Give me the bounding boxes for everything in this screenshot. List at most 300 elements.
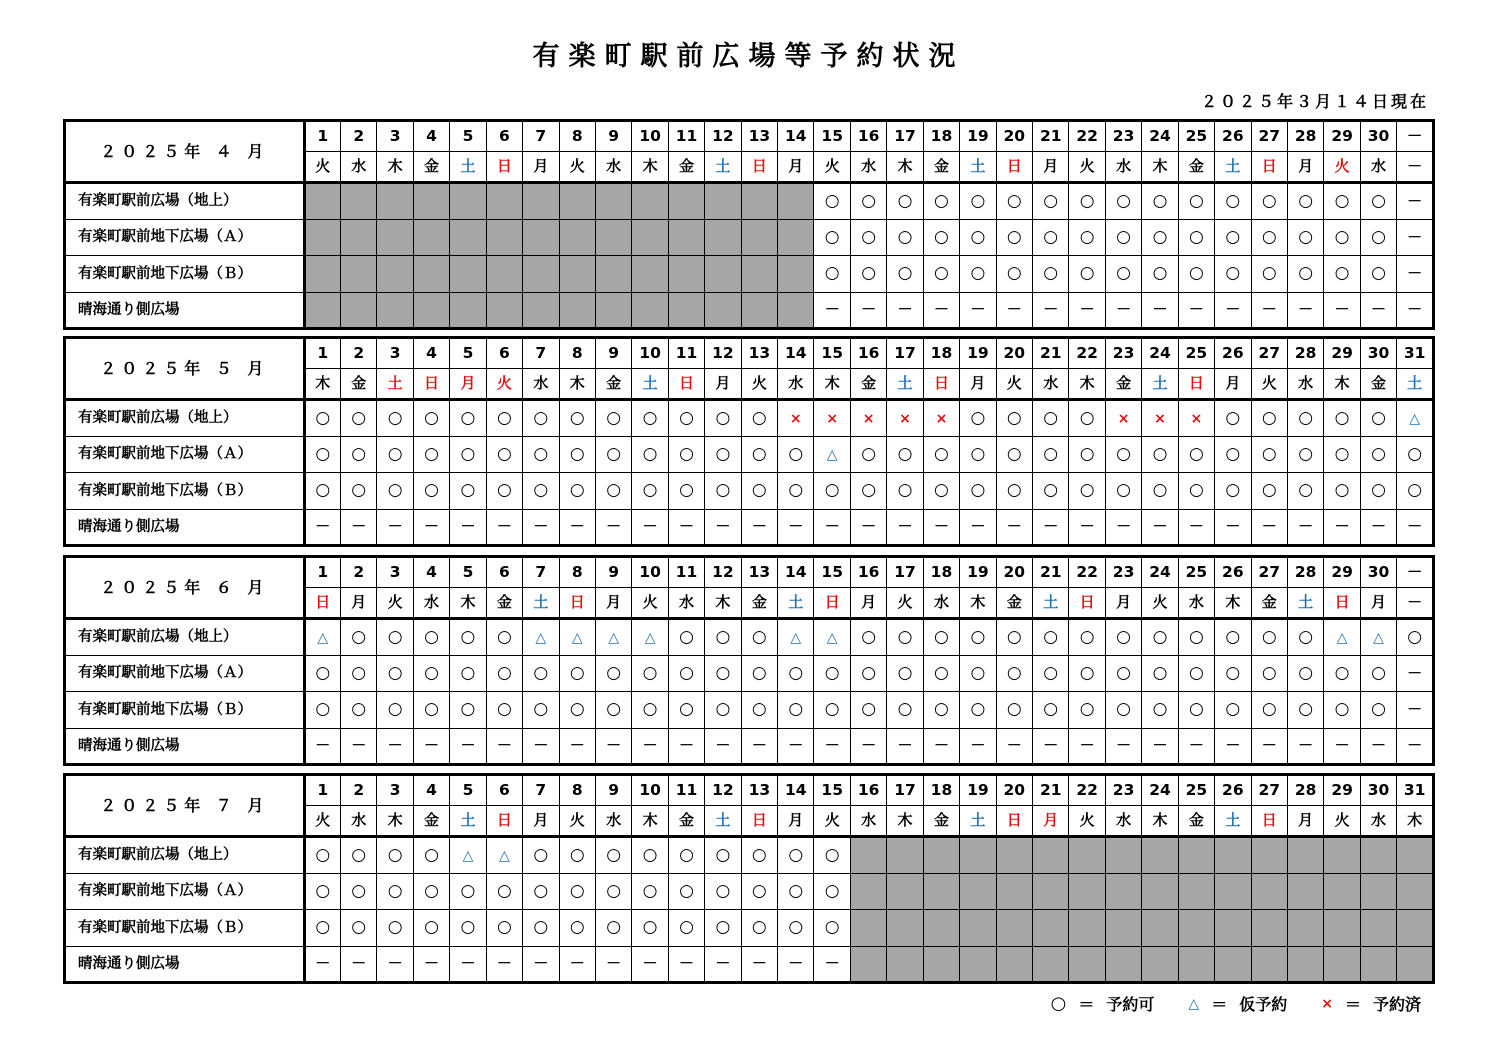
none-mark: － [424,517,440,536]
status-cell [923,619,959,656]
available-mark: ○ [824,880,840,901]
day-number: 19 [960,557,996,588]
available-mark: ○ [1371,226,1386,247]
unavailable-cell [1215,910,1251,947]
day-number: 7 [523,121,559,152]
unavailable-cell [778,219,814,256]
available-mark: ○ [751,662,767,683]
weekday: 木 [1142,152,1178,183]
weekday: 日 [1178,369,1214,400]
available-mark: ○ [751,699,767,720]
status-cell [450,837,486,874]
weekday: 火 [559,152,595,183]
status-cell [1142,400,1178,437]
status-cell [923,292,959,329]
available-mark: ○ [533,443,549,464]
none-mark: － [897,736,913,755]
unavailable-cell [559,256,595,293]
available-mark: ○ [606,443,622,464]
none-mark: － [606,954,622,973]
status-cell [559,946,595,983]
status-cell [850,692,886,729]
unavailable-cell [595,256,631,293]
facility-name: 有楽町駅前地下広場（Ｂ） [65,473,305,510]
day-number: 23 [1105,775,1141,806]
none-mark: － [861,300,877,319]
available-mark: ○ [751,443,767,464]
status-cell [1360,219,1396,256]
status-cell [486,837,522,874]
available-mark: ○ [569,699,585,720]
status-cell [450,509,486,546]
unavailable-cell [668,256,704,293]
provisional-mark: △ [826,629,838,646]
none-mark: － [1407,227,1423,246]
day-number: 8 [559,557,595,588]
facility-name: 有楽町駅前地下広場（Ａ） [65,219,305,256]
status-cell [1178,619,1214,656]
available-mark: ○ [1298,699,1314,720]
status-cell [668,473,704,510]
available-mark: ○ [1261,480,1277,501]
none-mark: － [933,300,949,319]
available-mark: ○ [1152,480,1168,501]
status-cell [1033,400,1069,437]
unavailable-cell [668,219,704,256]
status-cell [814,473,850,510]
status-cell [1251,183,1287,220]
day-number: 2 [341,121,377,152]
weekday: 火 [304,806,340,837]
available-mark: ○ [1188,626,1204,647]
unavailable-cell [1287,837,1323,874]
unavailable-cell [923,946,959,983]
unavailable-cell [960,873,996,910]
weekday: 金 [850,369,886,400]
status-cell [923,436,959,473]
weekday: 金 [413,152,449,183]
day-number: 20 [996,557,1032,588]
available-mark: ○ [642,443,658,464]
status-cell [887,183,923,220]
status-cell [705,400,741,437]
unavailable-cell [1105,946,1141,983]
unavailable-cell [1397,910,1434,947]
status-cell [1105,692,1141,729]
none-mark: － [824,300,840,319]
available-mark: ○ [788,917,804,938]
legend-label: 予約可 [1106,995,1155,1014]
status-cell [1251,400,1287,437]
status-cell [1069,183,1105,220]
available-mark: ○ [1371,480,1386,501]
unavailable-cell [1178,873,1214,910]
status-cell [1324,509,1360,546]
page-title: 有楽町駅前広場等予約状況 [532,41,965,72]
status-cell [887,509,923,546]
day-number: 27 [1251,775,1287,806]
available-mark: ○ [315,407,331,428]
available-mark: ○ [387,480,403,501]
none-mark: － [1407,700,1423,719]
day-number: － [1397,557,1434,588]
weekday: 土 [377,369,413,400]
day-number: 9 [595,775,631,806]
available-mark: ○ [715,917,731,938]
status-cell [1033,256,1069,293]
available-mark: ○ [606,480,622,501]
unavailable-cell [1178,910,1214,947]
unavailable-cell [595,183,631,220]
unavailable-cell [304,256,340,293]
weekday: 火 [996,369,1032,400]
weekday: 金 [413,806,449,837]
available-mark: ○ [861,626,877,647]
none-mark: － [897,300,913,319]
none-mark: － [387,954,403,973]
unavailable-cell [523,256,559,293]
none-mark: － [315,517,331,536]
status-cell [341,946,377,983]
unavailable-cell [1033,946,1069,983]
available-mark: ○ [861,226,877,247]
facility-row [65,728,1434,765]
available-mark: ○ [569,662,585,683]
weekday: 火 [814,152,850,183]
day-number: 19 [960,775,996,806]
day-number: 4 [413,775,449,806]
day-number: 21 [1033,338,1069,369]
status-cell [559,873,595,910]
available-mark: ○ [715,626,731,647]
unavailable-cell [341,183,377,220]
status-cell [778,837,814,874]
weekday: 木 [705,588,741,619]
weekday: 月 [705,369,741,400]
available-mark: ○ [606,844,622,865]
status-cell [1287,183,1323,220]
status-cell [1251,509,1287,546]
status-cell [595,473,631,510]
status-cell [1069,219,1105,256]
available-mark: ○ [1334,226,1350,247]
status-cell [1178,183,1214,220]
weekday: 日 [1069,588,1105,619]
status-cell [1287,256,1323,293]
status-cell [960,400,996,437]
weekday: 日 [1251,806,1287,837]
status-cell [996,400,1032,437]
available-mark: ○ [1079,190,1095,211]
month-label: ２０２５年 ７ 月 [65,775,305,837]
day-number: 28 [1287,121,1323,152]
provisional-mark: △ [499,847,510,864]
day-number: 30 [1360,775,1396,806]
status-cell [304,692,340,729]
available-mark: ○ [351,699,367,720]
status-cell [595,436,631,473]
available-mark: ○ [606,407,622,428]
status-cell [1360,436,1396,473]
day-number: 30 [1360,557,1396,588]
day-number: 28 [1287,338,1323,369]
day-number: 17 [887,338,923,369]
status-cell [814,946,850,983]
none-mark: － [496,736,512,755]
available-mark: ○ [1043,626,1059,647]
status-cell [1360,619,1396,656]
status-cell [1251,436,1287,473]
status-cell [705,619,741,656]
day-number: 5 [450,775,486,806]
available-mark: ○ [1371,190,1386,211]
status-cell [377,728,413,765]
unavailable-cell [377,292,413,329]
facility-row [65,400,1434,437]
status-cell [486,946,522,983]
available-mark: ○ [970,662,986,683]
available-mark: ○ [1261,443,1277,464]
unavailable-cell [1287,873,1323,910]
weekday: 土 [1397,369,1434,400]
weekday: 火 [1142,588,1178,619]
status-cell [1287,619,1323,656]
status-cell [887,473,923,510]
unavailable-cell [1287,910,1323,947]
unavailable-cell [523,219,559,256]
available-mark: ○ [897,226,913,247]
status-cell [1142,728,1178,765]
status-cell [1069,292,1105,329]
facility-name: 有楽町駅前地下広場（Ｂ） [65,910,305,947]
day-number: 2 [341,557,377,588]
status-cell [1105,292,1141,329]
day-number: 1 [304,338,340,369]
facility-name: 有楽町駅前広場（地上） [65,619,305,656]
available-mark: ○ [569,407,585,428]
available-mark: ○ [351,480,367,501]
status-cell [595,910,631,947]
status-cell [523,692,559,729]
none-mark: － [315,954,331,973]
unavailable-cell [1105,873,1141,910]
status-cell [341,655,377,692]
none-mark: － [1043,517,1059,536]
status-cell [1142,655,1178,692]
available-mark: ○ [1043,226,1059,247]
status-cell [778,473,814,510]
status-cell [1360,509,1396,546]
weekday: 水 [413,588,449,619]
day-number: 17 [887,775,923,806]
day-number: 22 [1069,775,1105,806]
day-number: 22 [1069,557,1105,588]
status-cell [1142,256,1178,293]
unavailable-cell [741,292,777,329]
weekday: 日 [741,806,777,837]
available-mark: ○ [1152,443,1168,464]
none-mark: － [1188,736,1204,755]
available-mark: ○ [970,226,986,247]
available-mark: ○ [1043,263,1059,284]
status-cell [996,292,1032,329]
status-cell [523,946,559,983]
available-mark: ○ [824,263,840,284]
none-mark: － [1298,517,1314,536]
status-cell [1105,619,1141,656]
status-cell [486,619,522,656]
available-mark: ○ [569,480,585,501]
weekday: 月 [341,588,377,619]
weekday: 火 [1069,152,1105,183]
weekday: 金 [668,152,704,183]
available-mark: ○ [824,917,840,938]
available-mark: ○ [1298,190,1314,211]
status-cell [887,400,923,437]
none-mark: － [642,736,658,755]
status-cell [1178,728,1214,765]
available-mark: ○ [1116,662,1131,683]
status-cell [778,946,814,983]
status-cell [377,946,413,983]
available-mark: ○ [1188,480,1204,501]
weekday: 木 [887,806,923,837]
available-mark: ○ [1225,190,1241,211]
day-number: 26 [1215,338,1251,369]
weekday: 水 [341,152,377,183]
day-number: 12 [705,775,741,806]
status-cell [304,837,340,874]
available-mark: ○ [679,917,694,938]
weekday: 日 [1324,588,1360,619]
day-number: 17 [887,557,923,588]
weekday: 土 [523,588,559,619]
day-number: 27 [1251,338,1287,369]
day-number: 16 [850,557,886,588]
unavailable-cell [1397,873,1434,910]
available-mark: ○ [1188,263,1204,284]
status-cell [341,400,377,437]
available-mark: ○ [1261,626,1277,647]
status-cell [668,837,704,874]
none-mark: － [679,517,695,536]
weekday: 金 [1178,806,1214,837]
status-cell [668,728,704,765]
status-cell [923,692,959,729]
status-cell [814,509,850,546]
available-mark: ○ [424,626,439,647]
available-mark: ○ [1116,226,1131,247]
status-cell [668,400,704,437]
unavailable-cell [486,292,522,329]
status-cell [960,509,996,546]
status-cell [377,619,413,656]
facility-row [65,509,1434,546]
status-cell [996,183,1032,220]
available-mark: ○ [788,480,804,501]
available-mark: ○ [1116,626,1131,647]
facility-row [65,219,1434,256]
day-number: 20 [996,338,1032,369]
weekday: 木 [814,369,850,400]
day-number: 6 [486,121,522,152]
status-cell [1324,473,1360,510]
none-mark: － [897,517,913,536]
status-cell [960,692,996,729]
available-mark: ○ [1371,407,1386,428]
weekday: 水 [1105,806,1141,837]
available-mark: ○ [897,662,913,683]
day-number: 4 [413,557,449,588]
status-cell [1397,256,1434,293]
status-cell [1178,655,1214,692]
weekday: 日 [486,152,522,183]
day-number: 24 [1142,775,1178,806]
facility-name: 有楽町駅前地下広場（Ａ） [65,873,305,910]
day-number: 6 [486,775,522,806]
none-mark: － [387,517,403,536]
available-mark: ○ [1298,263,1314,284]
provisional-mark: △ [1373,629,1384,646]
available-mark: ○ [788,880,804,901]
status-cell [668,910,704,947]
day-number: 1 [304,775,340,806]
available-mark: ○ [387,407,403,428]
status-cell [1033,219,1069,256]
available-mark: ○ [1225,662,1241,683]
legend-item [1188,992,1287,1015]
available-mark: ○ [861,662,877,683]
legend-equals: ＝ [1211,995,1228,1014]
status-cell [741,436,777,473]
status-cell [705,728,741,765]
day-number: 14 [778,121,814,152]
none-mark: － [1006,300,1022,319]
available-mark: ○ [606,917,622,938]
status-cell [377,873,413,910]
available-mark: ○ [533,844,549,865]
unavailable-cell [523,292,559,329]
none-mark: － [1079,517,1095,536]
status-cell [1324,292,1360,329]
status-cell [413,946,449,983]
available-mark: ○ [679,699,694,720]
day-number: 24 [1142,557,1178,588]
provisional-mark: △ [462,847,474,864]
status-cell [1178,219,1214,256]
day-number: 6 [486,338,522,369]
day-number: 13 [741,338,777,369]
available-mark: ○ [934,699,949,720]
none-mark: － [1152,300,1168,319]
legend-item [1321,992,1421,1015]
none-mark: － [861,517,877,536]
status-cell [1287,509,1323,546]
available-mark: ○ [897,480,913,501]
status-cell [341,837,377,874]
unavailable-cell [559,219,595,256]
status-cell [705,655,741,692]
status-cell [377,473,413,510]
weekday: 火 [559,806,595,837]
status-cell [450,946,486,983]
weekday: 水 [923,588,959,619]
available-mark: ○ [1116,480,1131,501]
available-mark: ○ [1334,699,1350,720]
available-mark: ○ [533,480,549,501]
none-mark: － [569,517,585,536]
available-mark: ○ [606,880,622,901]
